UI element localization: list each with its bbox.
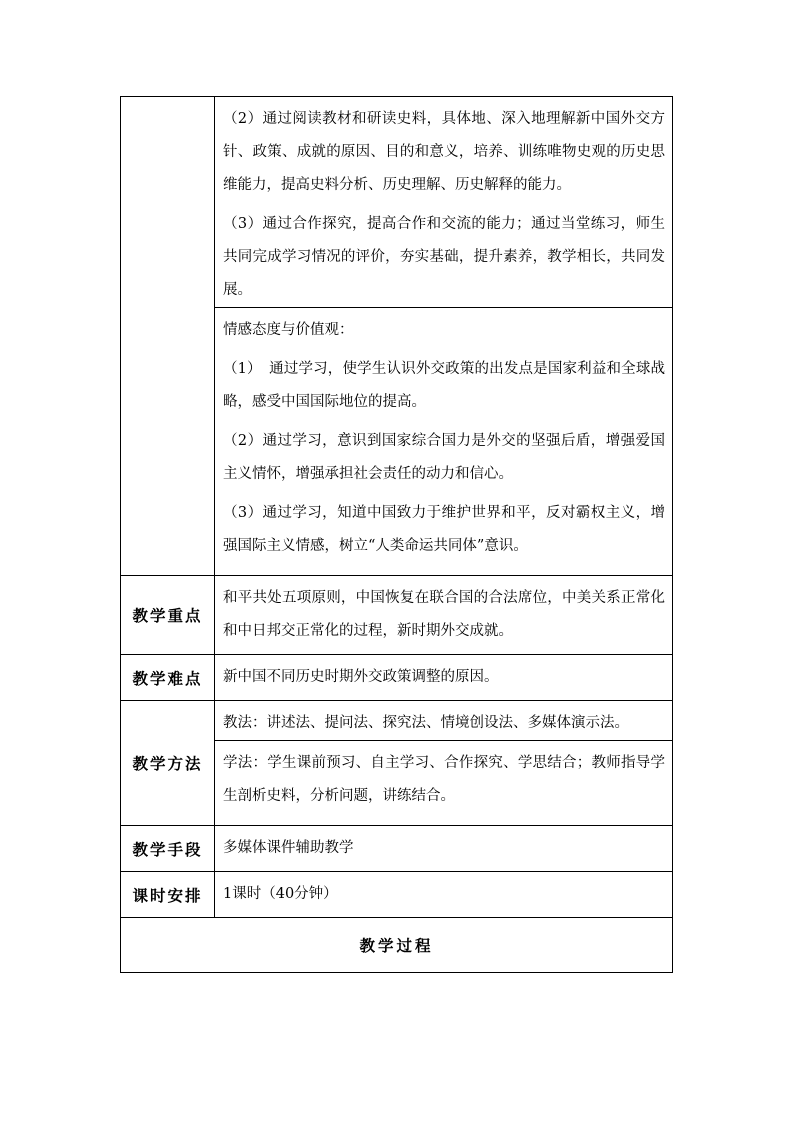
emotion-objective-2: （2）通过学习，意识到国家综合国力是外交的坚强后盾，增强爱国主义情怀，增强承担社会责任的动力和信心。 bbox=[223, 433, 665, 482]
methods-label: 教学方法 bbox=[121, 701, 215, 826]
means-cell bbox=[215, 826, 673, 872]
objectives-row bbox=[121, 97, 673, 576]
learning-methods-section bbox=[215, 740, 672, 819]
emotion-objective-3: （3）通过学习，知道中国致力于维护世界和平，反对霸权主义，增强国际主义情感，树立“人类命运共同体”意识。 bbox=[223, 505, 665, 554]
difficulty-label: 教学难点 bbox=[121, 655, 215, 701]
ability-objective-3: （3）通过合作探究，提高合作和交流的能力；通过当堂练习，师生共同完成学习情况的评价，夯实基础，提升素养，教学相长，共同发展。 bbox=[223, 216, 665, 298]
difficulty-cell bbox=[215, 655, 673, 701]
key-points-text: 和平共处五项原则，中国恢复在联合国的合法席位，中美关系正常化和中日邦交正常化的过程，新时期外交成就。 bbox=[223, 590, 665, 639]
emotion-section bbox=[215, 307, 672, 569]
teaching-methods-text: 教法：讲述法、提问法、探究法、情境创设法、多媒体演示法。 bbox=[223, 715, 629, 731]
means-row bbox=[121, 826, 673, 872]
lesson-plan-table bbox=[120, 96, 673, 973]
key-points-cell bbox=[215, 576, 673, 655]
learning-methods-text: 学法：学生课前预习、自主学习、合作探究、学思结合；教师指导学生剖析史料，分析问题，讲练结合。 bbox=[223, 755, 665, 804]
objectives-content-cell bbox=[215, 97, 673, 576]
key-points-row bbox=[121, 576, 673, 655]
ability-objective-2: （2）通过阅读教材和研读史料，具体地、深入地理解新中国外交方针、政策、成就的原因、目的和意义，培养、训练唯物史观的历史思维能力，提高史料分析、历史理解、历史解释的能力。 bbox=[223, 111, 665, 193]
means-label: 教学手段 bbox=[121, 826, 215, 872]
means-text: 多媒体课件辅助教学 bbox=[223, 840, 354, 856]
schedule-cell bbox=[215, 872, 673, 918]
schedule-row bbox=[121, 872, 673, 918]
difficulty-row bbox=[121, 655, 673, 701]
emotion-heading: 情感态度与价值观： bbox=[223, 322, 354, 338]
methods-row bbox=[121, 701, 673, 826]
objectives-label-cell bbox=[121, 97, 215, 576]
emotion-objective-1: （1） 通过学习，使学生认识外交政策的出发点是国家利益和全球战略，感受中国国际地位的提高。 bbox=[223, 361, 665, 410]
difficulty-text: 新中国不同历史时期外交政策调整的原因。 bbox=[223, 669, 499, 685]
schedule-text: 1课时（40分钟） bbox=[223, 886, 338, 902]
methods-cell bbox=[215, 701, 673, 826]
key-points-label: 教学重点 bbox=[121, 576, 215, 655]
process-title: 教学过程 bbox=[121, 918, 673, 973]
process-row bbox=[121, 918, 673, 973]
schedule-label: 课时安排 bbox=[121, 872, 215, 918]
